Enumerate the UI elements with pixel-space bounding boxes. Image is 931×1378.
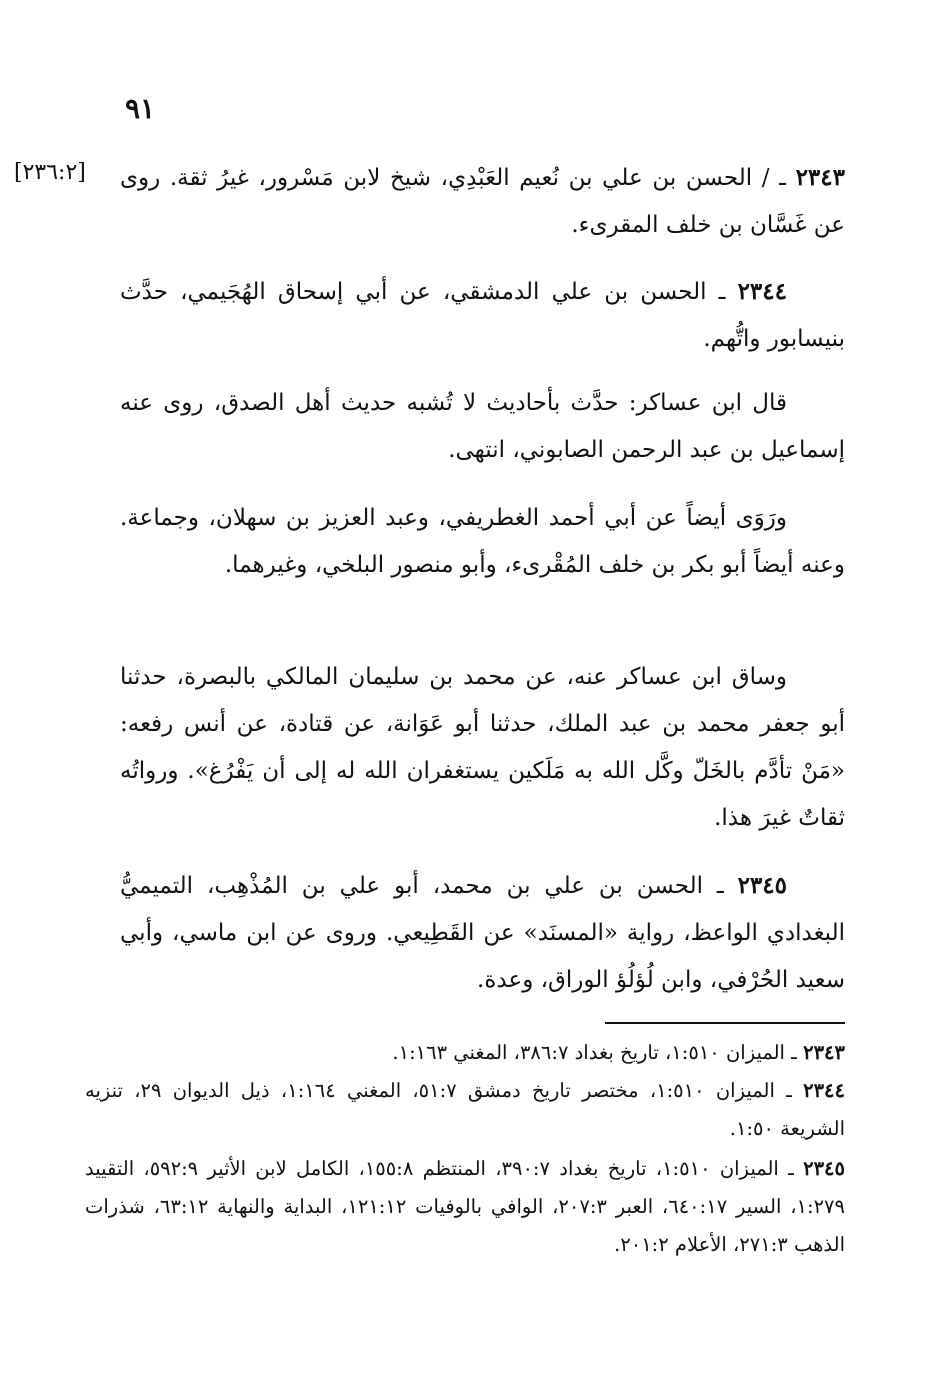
footnote-number: ٢٣٤٤ [803,1079,846,1102]
volume-page-reference: [٢٣٦:٢] [14,160,86,185]
entry-text: ـ / الحسن بن علي بن نُعيم العَبْدِي، شيخ لابن مَسْرور، غيرُ ثقة. روى عن غَسَّان بن خلف المقرىء. [120,165,845,238]
footnote-divider [605,1022,845,1024]
entry-number: ٢٣٤٤ [737,278,787,305]
entry-2343 [120,154,845,249]
footnote-number: ٢٣٤٣ [803,1041,845,1064]
entry-2344-paragraph-1: قال ابن عساكر: حدَّث بأحاديث لا تُشبه حديث أهل الصدق، روى عنه إسماعيل بن عبد الرحمن الصابوني، انتهى. [120,390,845,463]
entry-number: ٢٣٤٣ [795,164,845,191]
footnote-2345 [85,1150,845,1264]
page-number: ٩١ [124,92,156,125]
entry-text: ـ الحسن بن علي الدمشقي، عن أبي إسحاق الهُجَيمي، حدَّث بنيسابور واتُّهم. [120,279,845,352]
footnote-2343 [85,1034,845,1072]
footnote-text: ـ الميزان ١:٥١٠، تاريخ بغداد ٣٩٠:٧، المنتظم ١٥٥:٨، الكامل لابن الأثير ٥٩٢:٩، التقييد ١:٢٧٩، السير ٦٤٠:١٧، العبر ٢٠٧:٣، الوافي بالوفيات ١٢١:١٢، البداية والنهاية ٦٣:١٢، شذرات الذهب ٢٧١:٣، الأعلام ٢٠١:٢. [85,1157,845,1256]
footnote-number: ٢٣٤٥ [803,1157,846,1180]
footnote-text: ـ الميزان ١:٥١٠، تاريخ بغداد ٣٨٦:٧، المغني ١:١٦٣. [392,1041,797,1064]
entry-2345 [120,862,845,1004]
footnote-text: ـ الميزان ١:٥١٠، مختصر تاريخ دمشق ٥١:٧، المغني ١:١٦٤، ذيل الديوان ٢٩، تنزيه الشريعة ١:٥٠. [85,1079,845,1140]
entry-2344 [120,268,845,363]
entry-2344-paragraph-2: ورَوَى أيضاً عن أبي أحمد الغطريفي، وعبد العزيز بن سهلان، وجماعة. وعنه أيضاً أبو بكر بن خلف المُقْرىء، وأبو منصور البلخي، وغيرهما. [120,505,845,578]
entry-number: ٢٣٤٥ [737,872,787,899]
entry-2344-paragraph-3: وساق ابن عساكر عنه، عن محمد بن سليمان المالكي بالبصرة، حدثنا أبو جعفر محمد بن عبد الملك، حدثنا أبو عَوَانة، عن قتادة، عن أنس رفعه: «مَنْ تأدَّم بالخَلّ وكَّل الله به مَلَكين يستغفران الله له إلى أن يَفْرُغ». ورواتُه ثقاتٌ غيرَ هذا. [120,664,845,831]
footnote-2344 [85,1072,845,1148]
entry-text: ـ الحسن بن علي بن محمد، أبو علي بن المُذْهِب، التميميُّ البغدادي الواعظ، رواية «المسنَد» عن القَطِيعي. وروى عن ابن ماسي، وأبي سعيد الحُرْفي، وابن لُؤلُؤ الوراق، وعدة. [120,873,845,993]
